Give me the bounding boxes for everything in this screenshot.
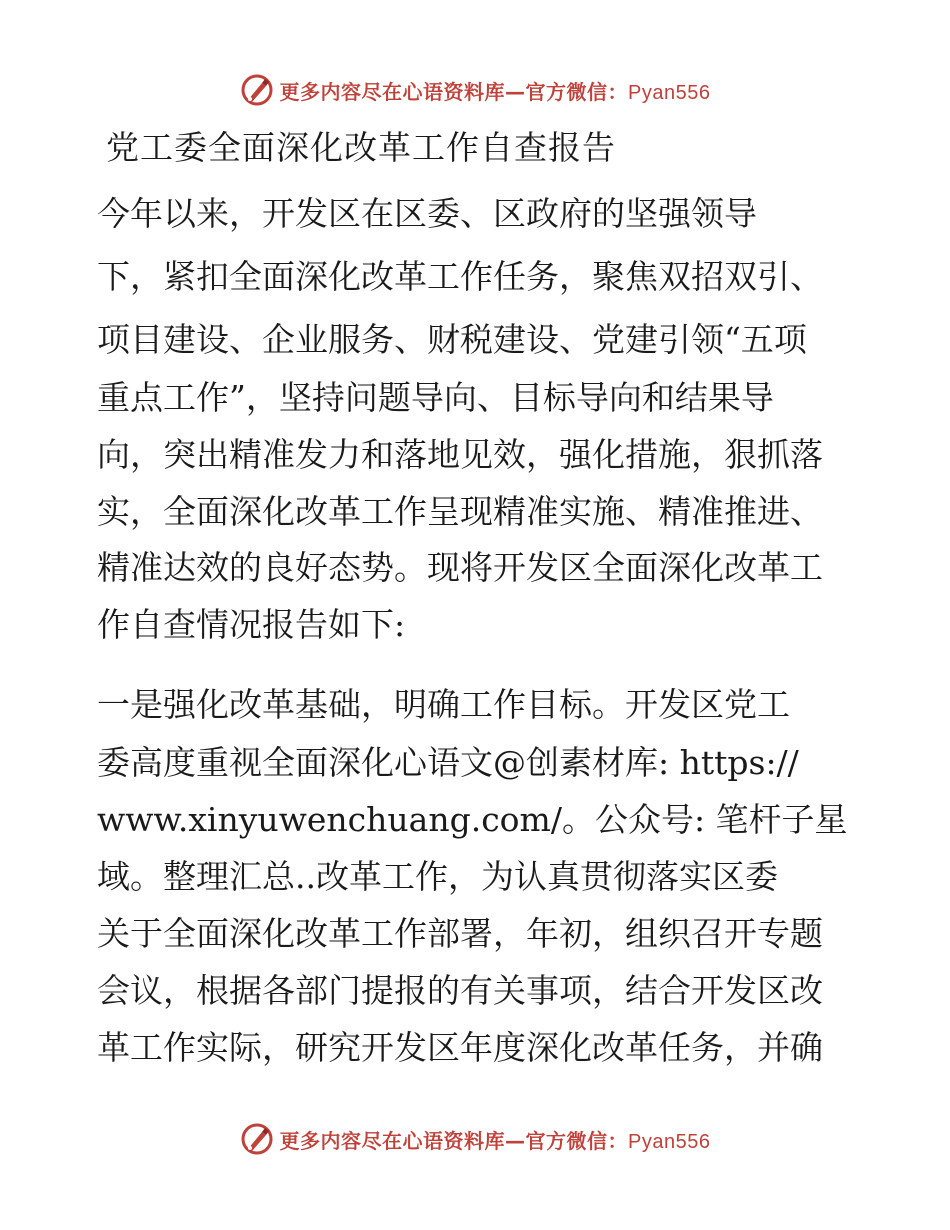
body-line: www.xinyuwenchuang.com/。公众号: 笔杆子星: [97, 800, 848, 839]
pen-logo-icon: [240, 1122, 274, 1156]
body-line: 重点工作”，坚持问题导向、目标导向和结果导: [97, 378, 774, 417]
footer-watermark-banner: [0, 1119, 950, 1159]
document-title: 党工委全面深化改革工作自查报告: [106, 128, 616, 167]
banner-text: 更多内容尽在心语资料库—官方微信：Pyan556: [279, 79, 711, 104]
body-line: 今年以来，开发区在区委、区政府的坚强领导: [97, 194, 757, 233]
body-line: 关于全面深化改革工作部署，年初，组织召开专题: [97, 914, 823, 953]
body-line: 向，突出精准发力和落地见效，强化措施，狠抓落: [97, 435, 823, 474]
body-line: 作自查情况报告如下:: [97, 605, 406, 644]
body-line: 会议，根据各部门提报的有关事项，结合开发区改: [97, 971, 823, 1010]
banner-text: 更多内容尽在心语资料库—官方微信：Pyan556: [279, 1128, 711, 1153]
body-line: 精准达效的良好态势。现将开发区全面深化改革工: [97, 548, 823, 587]
body-line: 革工作实际，研究开发区年度深化改革任务，并确: [97, 1028, 823, 1067]
header-watermark-banner: [0, 70, 950, 110]
body-line: 实，全面深化改革工作呈现精准实施、精准推进、: [97, 492, 823, 531]
body-line: 域。整理汇总..改革工作，为认真贯彻落实区委: [97, 857, 778, 896]
pen-logo-icon: [240, 73, 274, 107]
body-line: 委高度重视全面深化心语文@创素材库: https://: [97, 743, 799, 782]
body-line: 一是强化改革基础，明确工作目标。开发区党工: [97, 685, 790, 724]
body-line: 项目建设、企业服务、财税建设、党建引领“五项: [97, 320, 807, 359]
body-line: 下，紧扣全面深化改革工作任务，聚焦双招双引、: [97, 257, 823, 296]
